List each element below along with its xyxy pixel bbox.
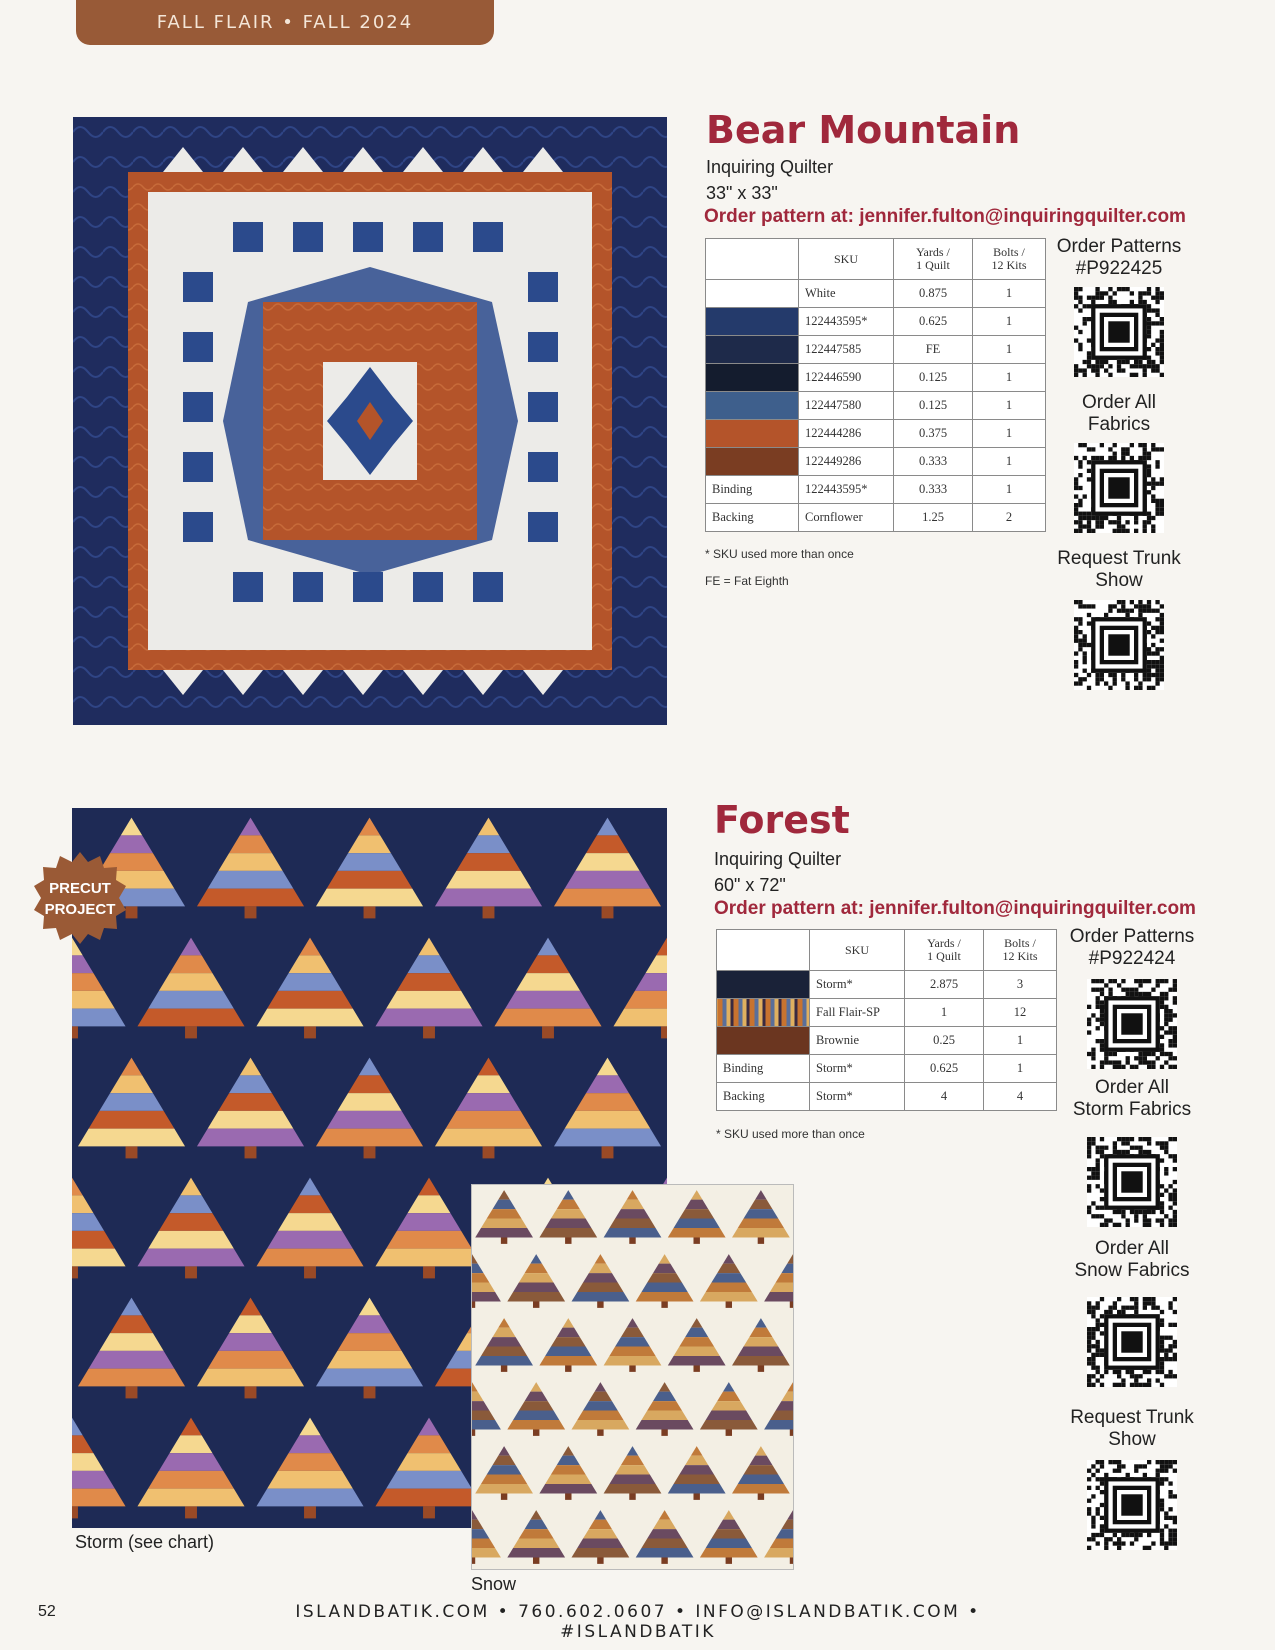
table-row <box>706 392 1046 420</box>
bear-fabric-table <box>705 238 1046 532</box>
yards-header: Yards / 1 Quilt <box>905 930 984 971</box>
bear-qr-label-fabrics: Order All Fabrics <box>1082 392 1156 435</box>
fabric-swatch <box>706 420 799 448</box>
forest-qr-label-patterns: Order Patterns #P922424 <box>1069 926 1195 969</box>
fabric-swatch <box>706 392 799 420</box>
cell-sku: Fall Flair-SP <box>810 999 905 1027</box>
forest-trunk-show-qr-icon[interactable] <box>1087 1460 1177 1550</box>
cell-bolts: 1 <box>973 476 1046 504</box>
cell-sku: Cornflower <box>799 504 894 532</box>
yards-header: Yards / 1 Quilt <box>894 239 973 280</box>
bear-order-patterns-qr-icon[interactable] <box>1074 287 1164 377</box>
storm-caption: Storm (see chart) <box>75 1532 215 1552</box>
bear-mountain-title: Bear Mountain <box>706 108 1021 152</box>
bear-order-pattern-link[interactable]: Order pattern at: jennifer.fulton@inquiringquilter.com <box>704 206 1186 227</box>
cell-sku: 122443595* <box>799 308 894 336</box>
cell-bolts: 1 <box>973 308 1046 336</box>
cell-bolts: 1 <box>973 336 1046 364</box>
fabric-swatch <box>706 336 799 364</box>
footer-contact: ISLANDBATIK.COM • 760.602.0607 • INFO@ISLANDBATIK.COM • #ISLANDBATIK <box>295 1602 981 1642</box>
row-label: Binding <box>717 1055 810 1083</box>
table-row <box>706 308 1046 336</box>
cell-sku: Storm* <box>810 1083 905 1111</box>
bear-mountain-quilt-image <box>73 117 667 725</box>
cell-sku: 122449286 <box>799 448 894 476</box>
cell-sku: 122446590 <box>799 364 894 392</box>
cell-yards: 1 <box>905 999 984 1027</box>
cell-bolts: 1 <box>984 1027 1057 1055</box>
table-row <box>717 1083 1057 1111</box>
table-row <box>706 280 1046 308</box>
cell-yards: 4 <box>905 1083 984 1111</box>
forest-sku-note: * SKU used more than once <box>716 1127 865 1141</box>
row-label: Binding <box>706 476 799 504</box>
precut-project-badge <box>34 852 126 944</box>
bolts-header: Bolts / 12 Kits <box>984 930 1057 971</box>
cell-sku: Brownie <box>810 1027 905 1055</box>
fabric-swatch <box>706 364 799 392</box>
forest-qr-label-trunk: Request Trunk Show <box>1070 1407 1194 1450</box>
bear-order-fabrics-qr-icon[interactable] <box>1074 443 1164 533</box>
bear-qr-label-trunk: Request Trunk Show <box>1057 548 1181 591</box>
cell-sku: 122443595* <box>799 476 894 504</box>
table-row <box>706 420 1046 448</box>
cell-bolts: 1 <box>973 280 1046 308</box>
cell-yards: 0.125 <box>894 364 973 392</box>
svg-text:PRECUT: PRECUT <box>49 880 111 897</box>
cell-bolts: 12 <box>984 999 1057 1027</box>
cell-yards: 0.333 <box>894 448 973 476</box>
fabric-swatch <box>717 999 810 1027</box>
cell-yards: FE <box>894 336 973 364</box>
cell-bolts: 4 <box>984 1083 1057 1111</box>
cell-sku: Storm* <box>810 1055 905 1083</box>
cell-sku: 122444286 <box>799 420 894 448</box>
row-label: Backing <box>706 504 799 532</box>
sku-header: SKU <box>810 930 905 971</box>
cell-yards: 0.875 <box>894 280 973 308</box>
fabric-swatch <box>717 1027 810 1055</box>
table-header-row <box>717 930 1057 971</box>
forest-order-pattern-link[interactable]: Order pattern at: jennifer.fulton@inquiringquilter.com <box>714 898 1196 919</box>
cell-yards: 0.125 <box>894 392 973 420</box>
cell-yards: 0.625 <box>905 1055 984 1083</box>
forest-title: Forest <box>714 798 850 842</box>
forest-fabric-table <box>716 929 1057 1111</box>
forest-snow-quilt-image <box>471 1184 794 1570</box>
fabric-swatch <box>706 280 799 308</box>
cell-bolts: 1 <box>973 364 1046 392</box>
sku-header: SKU <box>799 239 894 280</box>
page-number: 52 <box>38 1603 56 1620</box>
cell-yards: 1.25 <box>894 504 973 532</box>
cell-sku: White <box>799 280 894 308</box>
table-header-row <box>706 239 1046 280</box>
forest-size: 60" x 72" <box>714 875 786 895</box>
cell-bolts: 1 <box>973 448 1046 476</box>
cell-bolts: 2 <box>973 504 1046 532</box>
svg-text:PROJECT: PROJECT <box>44 901 116 918</box>
table-row <box>717 999 1057 1027</box>
bear-size: 33" x 33" <box>706 183 778 203</box>
bear-qr-label-patterns: Order Patterns #P922425 <box>1056 236 1182 279</box>
bear-sku-note: * SKU used more than once <box>705 547 854 561</box>
cell-sku: 122447580 <box>799 392 894 420</box>
snow-caption: Snow <box>471 1574 517 1594</box>
cell-sku: Storm* <box>810 971 905 999</box>
table-row <box>706 336 1046 364</box>
cell-bolts: 3 <box>984 971 1057 999</box>
bear-trunk-show-qr-icon[interactable] <box>1074 600 1164 690</box>
forest-qr-label-snow: Order All Snow Fabrics <box>1074 1238 1190 1281</box>
cell-yards: 0.25 <box>905 1027 984 1055</box>
table-row <box>717 971 1057 999</box>
forest-order-snow-qr-icon[interactable] <box>1087 1297 1177 1387</box>
table-row <box>706 448 1046 476</box>
swatch-header <box>706 239 799 280</box>
bear-fe-note: FE = Fat Eighth <box>705 574 789 588</box>
cell-yards: 2.875 <box>905 971 984 999</box>
forest-order-patterns-qr-icon[interactable] <box>1087 979 1177 1069</box>
forest-order-storm-qr-icon[interactable] <box>1087 1137 1177 1227</box>
cell-bolts: 1 <box>973 420 1046 448</box>
cell-yards: 0.333 <box>894 476 973 504</box>
fabric-swatch <box>706 448 799 476</box>
table-row <box>706 504 1046 532</box>
swatch-header <box>717 930 810 971</box>
bolts-header: Bolts / 12 Kits <box>973 239 1046 280</box>
table-row <box>717 1055 1057 1083</box>
issue-tab: FALL FLAIR • FALL 2024 <box>76 0 494 45</box>
cell-yards: 0.625 <box>894 308 973 336</box>
cell-yards: 0.375 <box>894 420 973 448</box>
table-row <box>717 1027 1057 1055</box>
table-row <box>706 476 1046 504</box>
cell-bolts: 1 <box>984 1055 1057 1083</box>
cell-sku: 122447585 <box>799 336 894 364</box>
row-label: Backing <box>717 1083 810 1111</box>
fabric-swatch <box>717 971 810 999</box>
fabric-swatch <box>706 308 799 336</box>
cell-bolts: 1 <box>973 392 1046 420</box>
forest-designer: Inquiring Quilter <box>714 849 842 869</box>
bear-designer: Inquiring Quilter <box>706 157 834 177</box>
forest-qr-label-storm: Order All Storm Fabrics <box>1072 1077 1192 1120</box>
table-row <box>706 364 1046 392</box>
